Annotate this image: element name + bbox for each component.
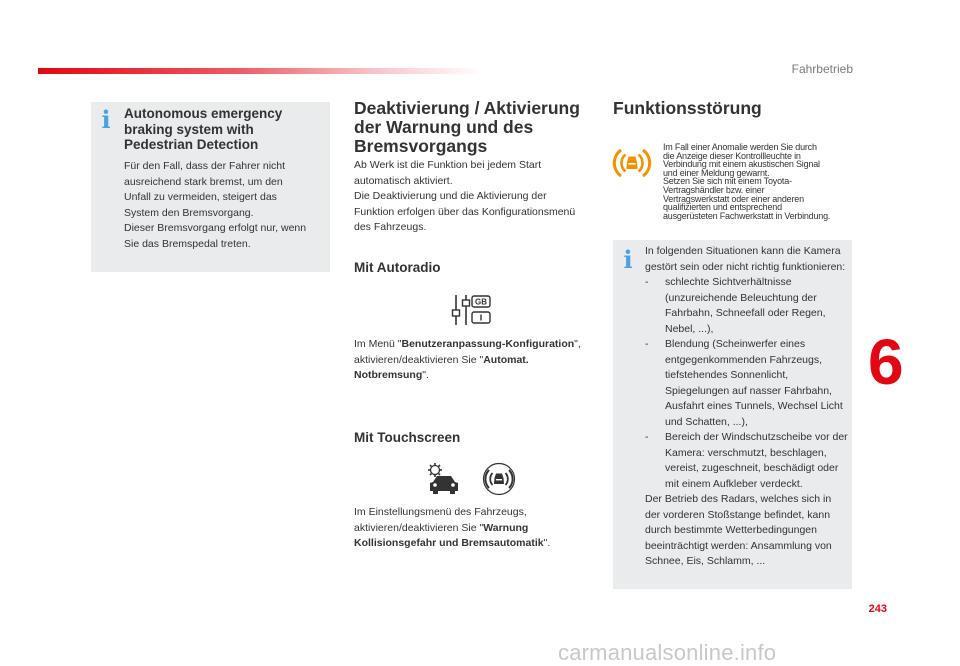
section-title: Fahrbetrieb — [791, 62, 853, 76]
list-item — [645, 275, 849, 337]
aeb-line: System den Bremsvorgang. — [124, 206, 254, 219]
autoradio-option-name: Automat. Notbremsung — [354, 353, 529, 381]
camera-info-intro: In folgenden Situationen kann die Kamera gestört sein oder nicht richtig funktionieren: — [645, 245, 846, 273]
autoradio-text-mid: ", aktivieren/deaktivieren Sie " — [354, 338, 581, 366]
warning-line: die Anzeige dieser Kontrollleuchte in — [663, 150, 801, 161]
deactivation-title: Deaktivierung / Aktivierung der Warnung und des Bremsvorgangs — [354, 98, 580, 156]
warning-line: Verbindung mit einem akustischen Signal — [663, 159, 820, 170]
list-item — [645, 337, 849, 430]
warning-line: Vertragswerkstatt oder einer anderen — [663, 193, 804, 204]
warning-line: qualifizierten und entsprechend — [663, 202, 782, 213]
touchscreen-option-name: Warnung Kollisionsgefahr und Bremsautomatik — [354, 521, 544, 549]
list-dash: - — [645, 338, 649, 350]
aeb-line: ausreichend stark bremst, um den — [124, 175, 283, 188]
list-item-text: schlechte Sichtverhältnisse (unzureichende Beleuchtung der Fahrbahn, Schneefall oder Regen, Nebel, ...), — [665, 276, 826, 335]
list-item — [645, 430, 849, 492]
autoradio-instructions — [354, 337, 599, 384]
list-item-text: Blendung (Scheinwerfer eines entgegenkommenden Fahrzeugs, tiefstehendes Sonnenlicht, Spiegelungen auf nasser Fahrbahn, Ausfahrt eines Tunnels, Wechsel Licht und Schatten, ...), — [665, 338, 843, 428]
aeb-line: Sie das Bremspedal treten. — [124, 237, 251, 250]
touchscreen-text-prefix: Im Einstellungsmenü des Fahrzeugs, aktivieren/deaktivieren Sie " — [354, 506, 527, 534]
deactivation-intro — [354, 158, 599, 236]
intro-line: Ab Werk ist die Funktion bei jedem Start — [354, 159, 542, 171]
info-box-aeb — [91, 102, 330, 272]
list-dash: - — [645, 276, 649, 288]
warning-line: Setzen Sie sich mit einem Toyota- — [663, 176, 792, 187]
touchscreen-text-suffix: ". — [543, 537, 551, 549]
info-icon: i — [101, 105, 111, 134]
watermark: carmanualsonline.info — [558, 640, 777, 665]
malfunction-warning-text — [663, 143, 853, 220]
autoradio-text-prefix: Im Menü " — [354, 338, 402, 350]
info-box-camera — [613, 240, 852, 589]
header-accent-bar — [38, 68, 483, 74]
intro-line: Funktion erfolgen über das Konfigurationsmenü — [354, 205, 576, 218]
language-badge-label: GB — [475, 297, 487, 307]
aeb-body — [124, 159, 324, 252]
chapter-number: 6 — [868, 326, 904, 398]
warning-line: ausgerüsteten Fachwerkstatt in Verbindung. — [663, 210, 831, 221]
camera-info-closing: Der Betrieb des Radars, welches sich in der vorderen Stoßstange befindet, kann durch bestimmte Wetterbedingungen beeinträchtigt werden: Ansammlung von Schnee, Eis, Schlamm, ... — [645, 493, 832, 567]
aeb-line: Für den Fall, dass der Fahrer nicht — [124, 160, 286, 172]
warning-line: und einer Meldung gewarnt. — [663, 167, 770, 178]
touchscreen-instructions — [354, 505, 599, 552]
vehicle-settings-icon — [424, 462, 462, 496]
aeb-line: Unfall zu vermeiden, steigert das — [124, 191, 277, 203]
settings-sliders-icon — [450, 292, 494, 328]
malfunction-title: Funktionsstörung — [613, 98, 762, 118]
camera-info-body — [645, 244, 849, 570]
autoradio-text-suffix: ". — [422, 369, 429, 381]
intro-line: automatisch aktiviert. — [354, 174, 453, 187]
info-icon: i — [623, 245, 633, 274]
list-item-text: Bereich der Windschutzscheibe vor der Kamera: verschmutzt, beschlagen, vereist, zugeschneit, beschädigt oder mit einem Aufkleber verdeckt. — [665, 431, 848, 490]
autoradio-heading: Mit Autoradio — [354, 260, 441, 275]
warning-line: Vertragshändler bzw. einer — [663, 184, 765, 195]
autoradio-menu-name: Benutzeranpassung-Konfiguration — [401, 338, 575, 350]
touchscreen-heading: Mit Touchscreen — [354, 430, 461, 445]
aeb-line: Dieser Bremsvorgang erfolgt nur, wenn — [124, 222, 307, 234]
list-dash: - — [645, 431, 649, 443]
collision-warning-icon — [481, 462, 517, 496]
page-number: 243 — [868, 603, 887, 615]
aeb-title: Autonomous emergency braking system with Pedestrian Detection — [124, 106, 283, 152]
intro-line: des Fahrzeugs. — [354, 221, 427, 233]
intro-line: Die Deaktivierung und die Aktivierung der — [354, 190, 547, 202]
warning-lamp-icon — [612, 145, 652, 181]
warning-line: Im Fall einer Anomalie werden Sie durch — [663, 142, 817, 152]
